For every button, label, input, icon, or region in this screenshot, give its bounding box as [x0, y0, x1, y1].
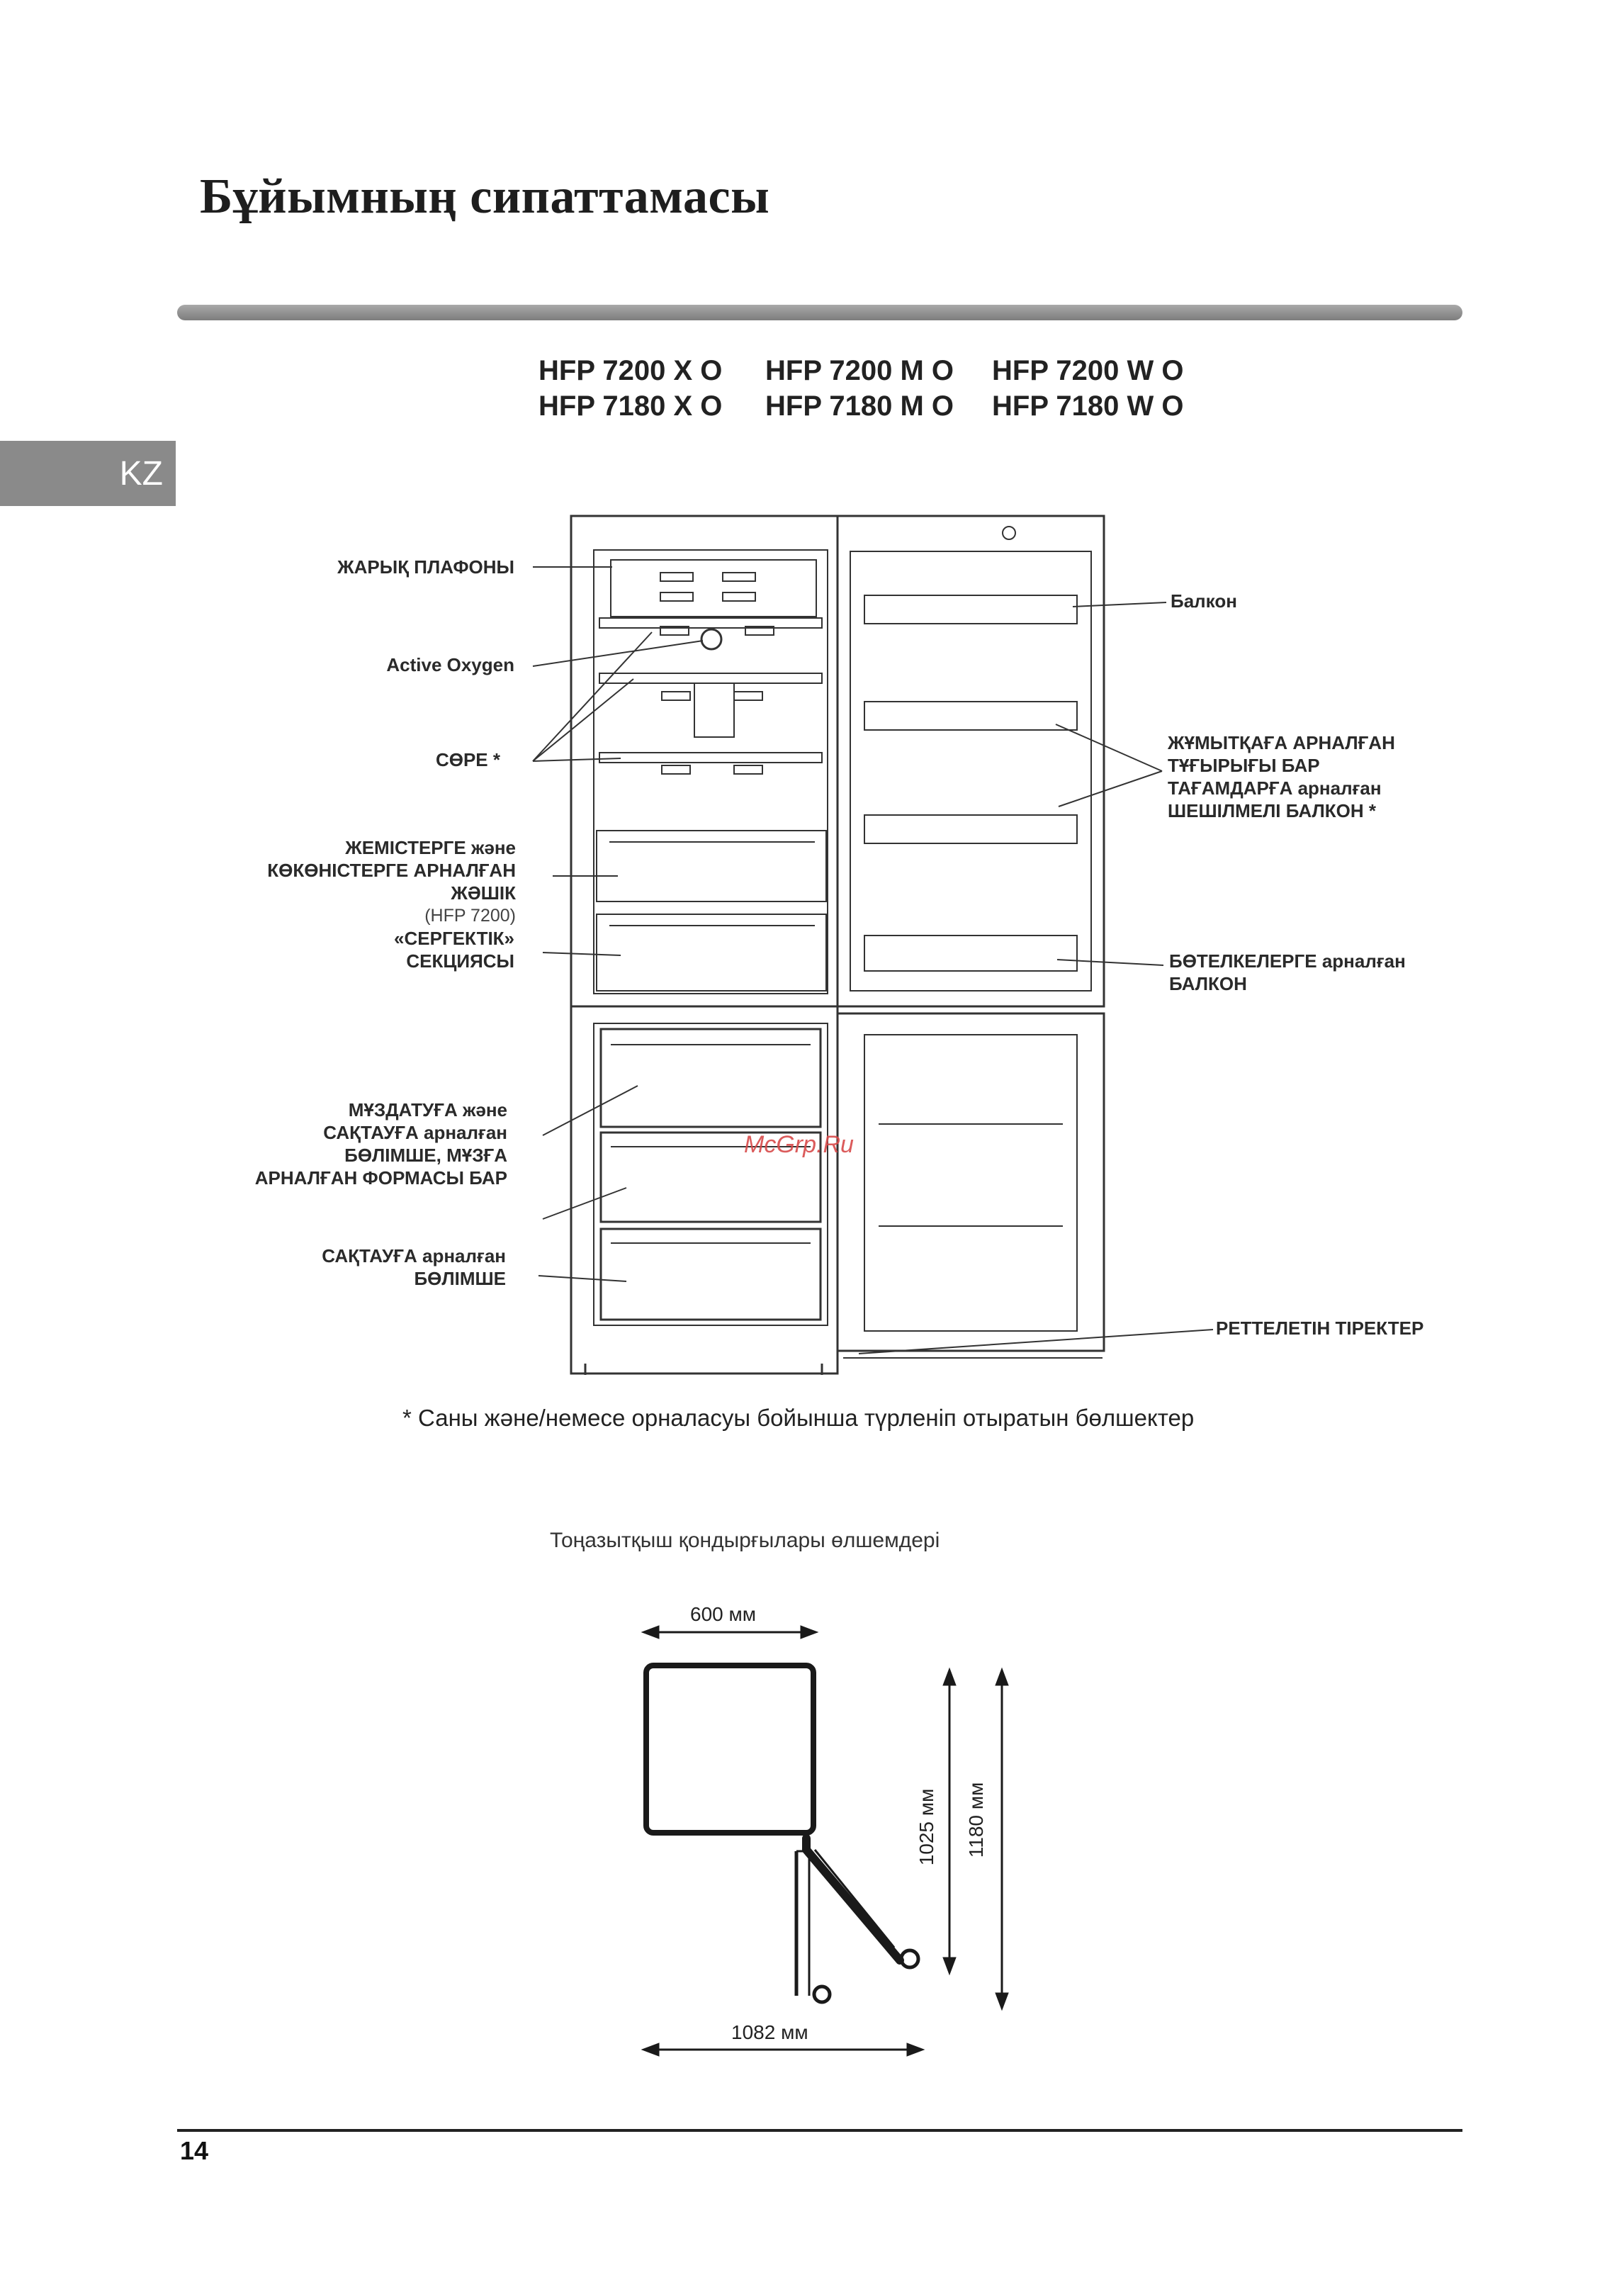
label-line: МҰЗДАТУҒА және — [348, 1099, 507, 1120]
dim-height-inner: 1025 мм — [915, 1788, 937, 1866]
label-line: ЖҰМЫТҚАҒА АРНАЛҒАН — [1168, 732, 1395, 753]
label-line: ТАҒАМДАРҒА арналған — [1168, 777, 1382, 799]
label-line: СЕКЦИЯСЫ — [406, 950, 514, 972]
footnote: * Саны және/немесе орналасуы бойынша түрленіп отыратын бөлшектер — [402, 1405, 1195, 1431]
dim-depth: 1082 мм — [731, 2021, 808, 2043]
label-lamp: ЖАРЫҚ ПЛАФОНЫ — [337, 556, 514, 578]
label-line: БӨЛІМШЕ, МҰЗҒА — [344, 1145, 507, 1166]
model-name: HFP 7200 X O — [538, 355, 723, 386]
label-line: БӨТЕЛКЕЛЕРГЕ арналған — [1169, 950, 1406, 972]
dimensions-caption: Тоңазытқыш қондырғылары өлшемдері — [550, 1529, 940, 1552]
dim-width: 600 мм — [690, 1603, 756, 1625]
model-name: HFP 7200 M O — [765, 355, 954, 386]
model-name: HFP 7180 W O — [992, 391, 1184, 422]
label-feet: РЕТТЕЛЕТІН ТІРЕКТЕР — [1216, 1318, 1424, 1339]
label-line: ТҰҒЫРЫҒЫ БАР — [1168, 755, 1320, 776]
label-note: (HFP 7200) — [424, 906, 516, 926]
label-line: БАЛКОН — [1169, 973, 1247, 994]
label-active-oxygen: Active Oxygen — [386, 654, 514, 675]
label-line: САҚТАУҒА арналған — [322, 1245, 506, 1266]
model-name: HFP 7200 W O — [992, 355, 1184, 386]
page-title: Бұйымның сипаттамасы — [200, 169, 770, 224]
label-line: ЖӘШІК — [451, 882, 516, 904]
footer-divider — [177, 2129, 1462, 2132]
label-line: ШЕШІЛМЕЛІ БАЛКОН * — [1168, 800, 1376, 821]
watermark-text: McGrp.Ru — [744, 1131, 854, 1158]
label-line: АРНАЛҒАН ФОРМАСЫ БАР — [254, 1167, 507, 1189]
model-name: HFP 7180 X O — [538, 391, 723, 422]
label-shelves: СӨРЕ * — [435, 749, 500, 770]
model-name: HFP 7180 M O — [765, 391, 954, 422]
dim-height-outer: 1180 мм — [965, 1782, 987, 1858]
label-line: «СЕРГЕКТІК» — [394, 928, 514, 949]
label-line: САҚТАУҒА арналған — [323, 1122, 507, 1143]
label-balcony: Балкон — [1171, 590, 1237, 612]
page-number: 14 — [180, 2136, 209, 2165]
label-line: ЖЕМІСТЕРГЕ және — [345, 837, 516, 858]
label-line: БӨЛІМШЕ — [414, 1268, 506, 1289]
top-view-box — [646, 1665, 813, 1833]
label-line: КӨКӨНІСТЕРГЕ АРНАЛҒАН — [267, 860, 516, 881]
language-tab: KZ — [0, 441, 176, 506]
